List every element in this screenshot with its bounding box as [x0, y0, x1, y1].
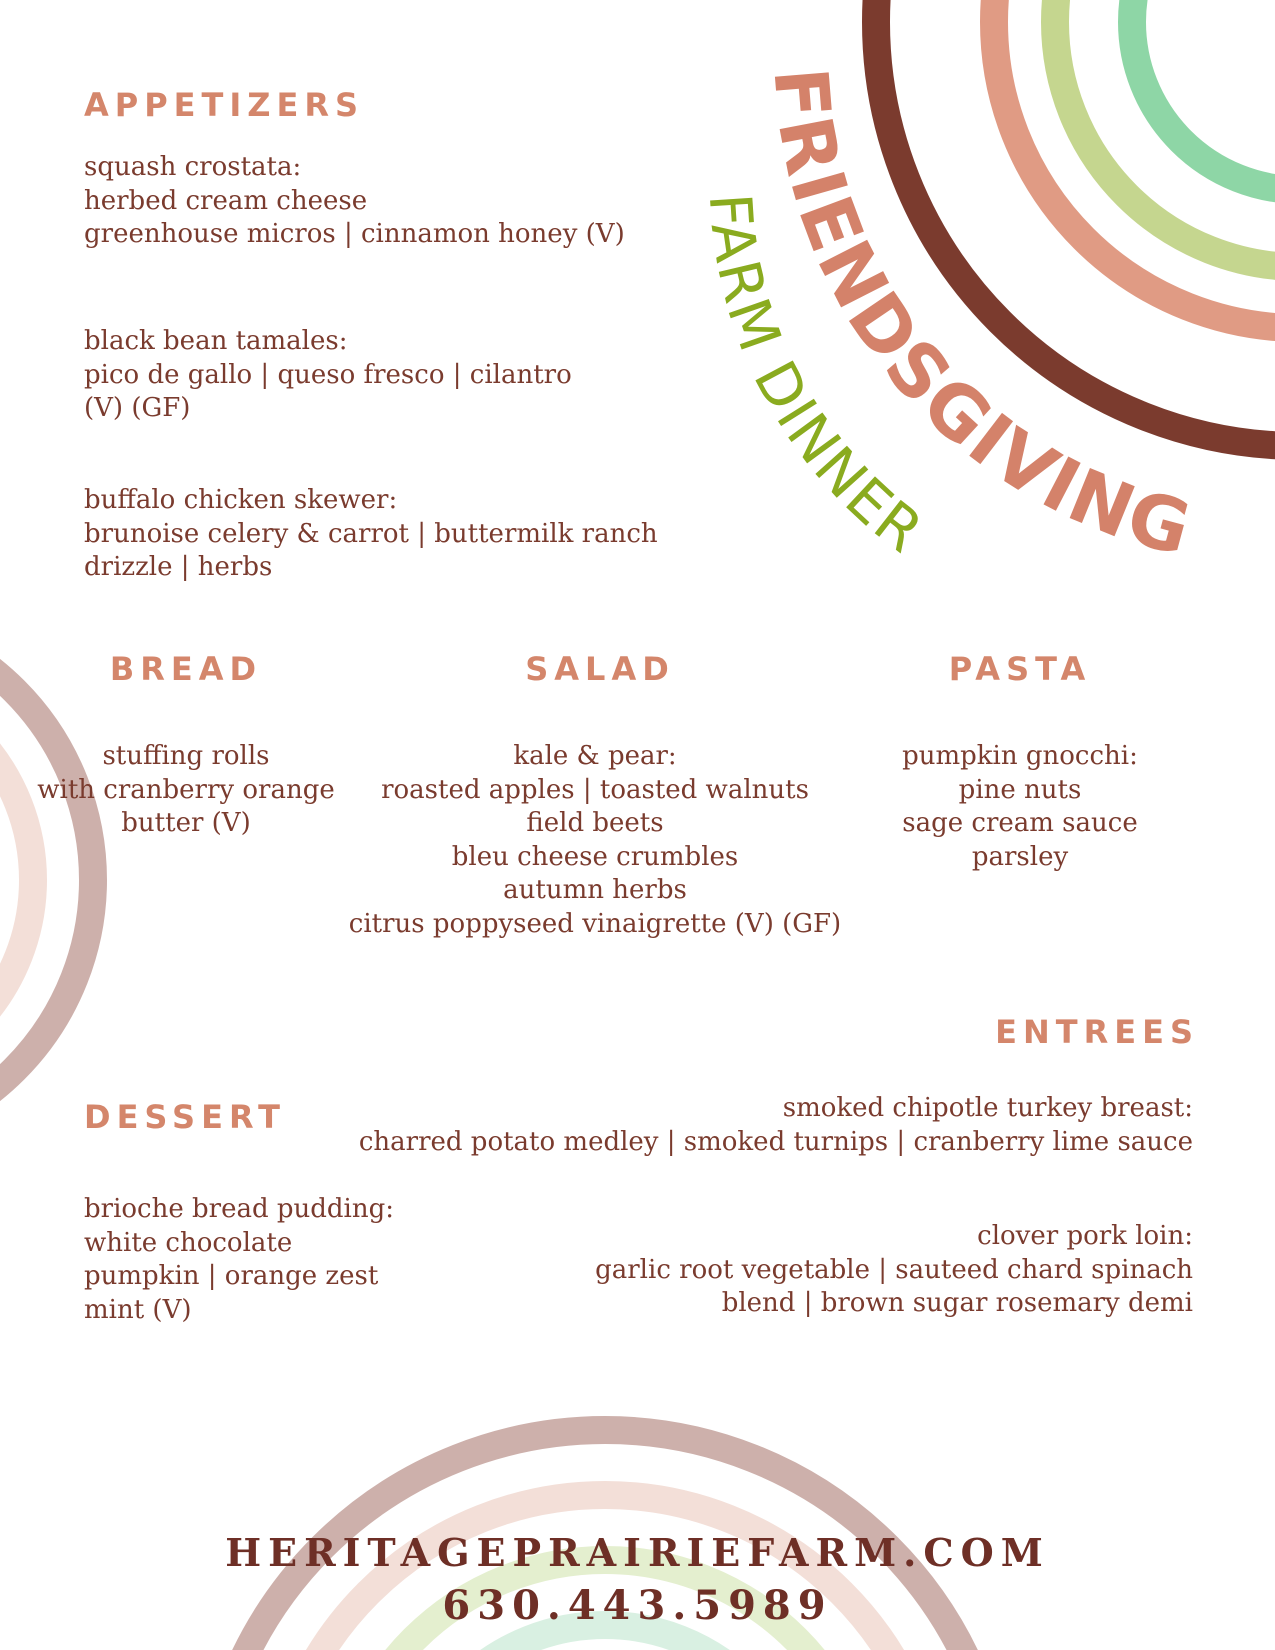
pasta-heading: PASTA: [948, 650, 1092, 688]
appetizer-item-detail: greenhouse micros | cinnamon honey (V): [84, 219, 625, 249]
appetizer-item-name: squash crostata:: [84, 152, 302, 182]
entree-item: [595, 1220, 1193, 1321]
bread-item-line: butter (V): [121, 808, 251, 838]
entree-item: [359, 1092, 1193, 1159]
appetizer-item-detail: drizzle | herbs: [84, 552, 273, 582]
top-right-arc-mint: [1132, 0, 1275, 190]
dessert-heading: DESSERT: [84, 1098, 286, 1136]
pasta-item: [870, 740, 1170, 874]
appetizer-item: [84, 484, 658, 585]
salad-item-line: kale & pear:: [513, 741, 677, 771]
appetizers-heading: APPETIZERS: [84, 86, 365, 124]
appetizer-item-detail: herbed cream cheese: [84, 185, 368, 216]
bread-item: [36, 740, 336, 841]
appetizer-item-name: buffalo chicken skewer:: [84, 485, 398, 515]
entree-item-name: clover pork loin:: [977, 1221, 1193, 1251]
entree-item-detail: charred potato medley | smoked turnips | cranberry lime sauce: [358, 1126, 1193, 1157]
pasta-item-line: pine nuts: [958, 774, 1082, 805]
left-arc-blush: [0, 672, 33, 1088]
salad-item-line: autumn herbs: [503, 875, 687, 905]
bread-heading: BREAD: [109, 650, 263, 688]
pasta-item-line: sage cream sauce: [902, 808, 1138, 838]
dessert-item-detail: white chocolate: [84, 1227, 293, 1258]
title-friendsgiving: FRIENDSGIVING: [756, 64, 1201, 574]
entree-item-detail: garlic root vegetable | sauteed chard spinach: [595, 1254, 1193, 1285]
pasta-item-line: parsley: [971, 841, 1069, 872]
title-farm-dinner: FARM DINNER: [695, 191, 937, 567]
dessert-item: [84, 1193, 394, 1327]
salad-item-line: bleu cheese crumbles: [451, 841, 739, 872]
dessert-item-name: brioche bread pudding:: [84, 1194, 395, 1224]
entree-item-detail: blend | brown sugar rosemary demi: [721, 1288, 1193, 1318]
appetizer-item: [84, 325, 572, 426]
appetizer-item-detail: (V) (GF): [84, 393, 191, 423]
appetizer-item-detail: pico de gallo | queso fresco | cilantro: [84, 359, 572, 390]
salad-item-line: field beets: [526, 808, 664, 838]
salad-item: [345, 740, 845, 941]
entrees-heading: ENTREES: [995, 1013, 1199, 1051]
footer-phone: 630.443.5989: [442, 1582, 833, 1629]
salad-heading: SALAD: [525, 650, 675, 688]
appetizer-item-detail: brunoise celery & carrot | buttermilk ranch: [84, 518, 658, 549]
appetizer-item: [84, 151, 625, 252]
salad-item-line: roasted apples | toasted walnuts: [381, 774, 809, 805]
salad-item-line: citrus poppyseed vinaigrette (V) (GF): [348, 908, 842, 939]
footer-website: HERITAGEPRAIRIEFARM.COM: [225, 1530, 1050, 1575]
appetizer-item-name: black bean tamales:: [84, 326, 348, 356]
bread-item-line: with cranberry orange: [37, 774, 335, 805]
dessert-item-detail: pumpkin | orange zest: [84, 1261, 379, 1291]
bread-item-line: stuffing rolls: [102, 741, 270, 771]
pasta-item-line: pumpkin gnocchi:: [902, 741, 1138, 771]
dessert-item-detail: mint (V): [84, 1294, 192, 1325]
entree-item-name: smoked chipotle turkey breast:: [782, 1093, 1193, 1123]
